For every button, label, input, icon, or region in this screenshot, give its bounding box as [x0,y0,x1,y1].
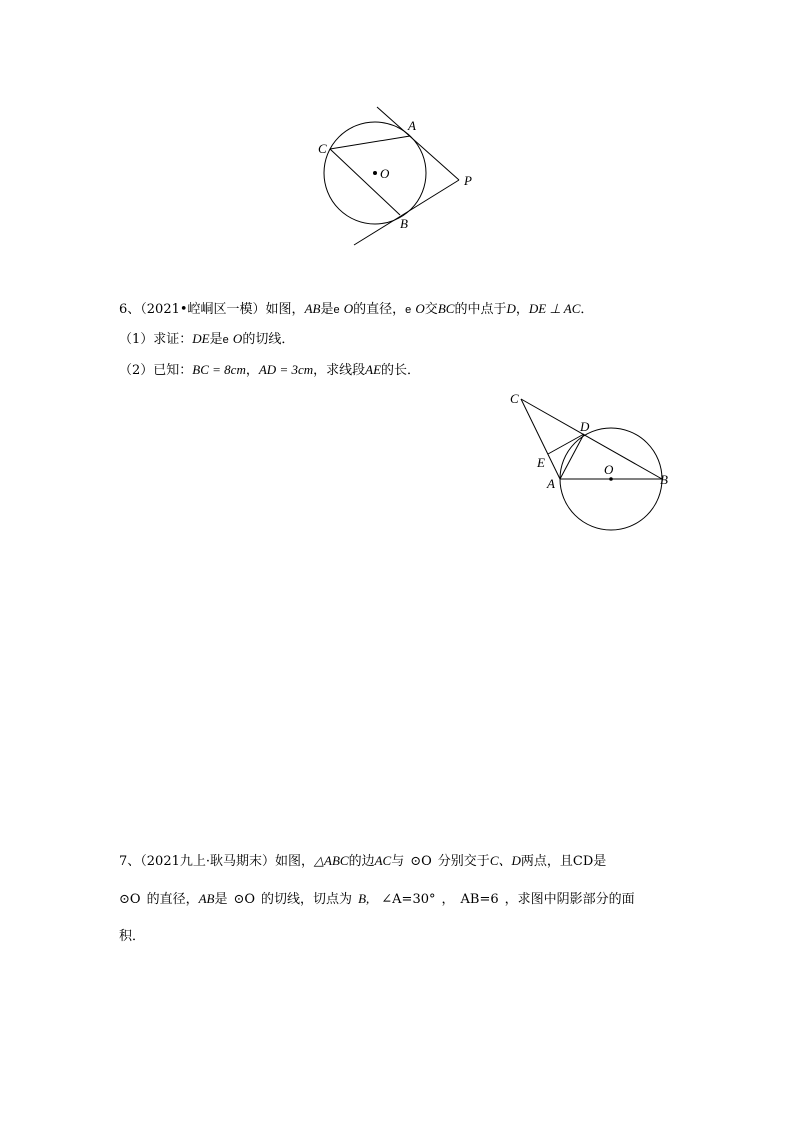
q6-stem [119,300,593,319]
q7-text: 是 [593,854,607,869]
q7-number: 7、 [119,854,141,869]
q7-circle-o: ⊙O [233,892,256,907]
chord-cb [330,149,400,215]
q6-text: ， [515,302,529,317]
q7-text: 是 [214,892,228,907]
q7-line-1 [119,852,606,871]
q6-source: （2021•崆峒区一模） [140,302,266,317]
label-b: B [660,472,668,487]
q6-bc: BC [437,301,455,316]
q7-text: 如图， [275,854,315,869]
q6-de: DE [192,331,210,346]
q6-o: O [343,301,354,316]
q7-text: 分别交于 [437,854,490,869]
q7-line-3 [119,928,145,946]
q7-text: ， [441,892,455,907]
q7-circle-o: ⊙O [119,892,141,907]
q6-ad-value: AD = 3cm [258,362,314,377]
q7-text: 积． [119,929,146,944]
q7-triangle: △ABC [314,853,349,868]
q7-ab: AB [198,891,215,906]
q6-part-2-number: （2） [119,363,154,378]
q6-text: 已知： [153,363,193,378]
q7-cd: CD [572,854,594,869]
figure-1-svg [300,100,490,260]
q7-text: 的直径， [146,892,199,907]
q6-number: 6、 [119,302,141,317]
figure-1 [300,100,490,260]
q7-line-2 [119,890,635,909]
q6-o: O [232,331,243,346]
q6-bc-value: BC = 8cm [192,362,246,377]
center-dot [373,171,377,175]
q6-text: 的中点于 [454,302,507,317]
q6-text: ，求线段 [313,363,366,378]
center-dot [609,477,613,481]
q6-part-1 [119,330,294,349]
q6-o: O [415,301,425,316]
q6-ab: AB [304,301,321,316]
q7-b: B, [358,891,370,906]
q6-text: 的长． [381,363,421,378]
q6-perp: DE ⊥ AC [528,301,581,316]
label-a: A [547,476,555,491]
label-e: E [537,455,545,470]
q7-cd-points: C、D [489,853,521,868]
q7-text: ，求图中阴影部分的面 [504,892,635,907]
label-a: A [408,118,416,133]
q6-part-1-number: （1） [119,332,154,347]
q6-text: 交 [424,302,438,317]
q6-text: 是 [320,302,334,317]
q6-text: 求证： [153,332,193,347]
q6-text: 的切线． [242,332,295,347]
q6-text: 的直径， [353,302,406,317]
label-c: C [510,391,519,406]
q6-text: 是 [209,332,223,347]
q6-circle-glyph: e [333,304,340,316]
label-c: C [318,141,327,156]
label-b: B [400,216,408,231]
q6-ae: AE [365,362,382,377]
q7-text: 的边 [348,854,375,869]
q7-ac: AC [374,853,392,868]
q7-circle-o: ⊙O [410,854,432,869]
label-d: D [580,419,590,434]
q7-text: 的切线，切点为 [261,892,353,907]
q7-text: 两点，且 [520,854,573,869]
q7-text: 与 [391,854,405,869]
label-p: P [464,173,472,188]
label-o: O [380,166,390,181]
q6-circle-glyph: e [222,334,229,346]
label-o: O [604,462,614,477]
q6-part-2 [119,361,420,380]
q6-d: D [506,301,516,316]
figure-2-svg [500,385,690,535]
q6-circle-glyph: e [405,304,412,316]
q7-source: （2021九上·耿马期末） [140,854,275,869]
chord-ca [330,136,410,149]
figure-2 [500,385,690,535]
q6-text: ． [580,302,594,317]
q7-ab-value: AB=6 [460,892,499,907]
q7-angle: ∠A=30° [381,892,436,907]
tangent-line-pb [354,180,459,245]
q6-text: 如图， [265,302,305,317]
q6-text: ， [245,363,259,378]
